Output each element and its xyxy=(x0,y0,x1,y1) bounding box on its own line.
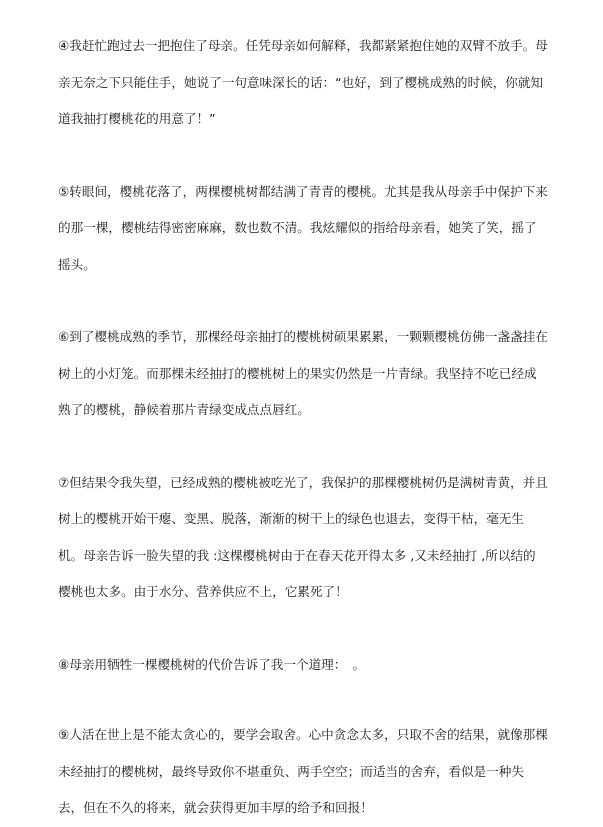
paragraph-6: ⑥到了樱桃成熟的季节，那棵经母亲抽打的樱桃树硕果累累，一颗颗樱桃仿佛一盏盏挂在树上的小灯笼。而那棵未经抽打的樱桃树上的果实仍然是一片青绿。我坚持不吃已经成熟了的樱桃，静候着那片青绿变成点点唇红。 xyxy=(58,329,548,417)
paragraph-8: ⑧母亲用牺牲一棵樱桃树的代价告诉了我一个道理： 。 xyxy=(58,656,366,672)
paragraph-spacer xyxy=(58,138,548,174)
paragraph-spacer xyxy=(58,683,548,717)
paragraph-spacer xyxy=(58,283,548,319)
paragraph-4: ④我赶忙跑过去一把抱住了母亲。任凭母亲如何解释，我都紧紧抱住她的双臂不放手。母亲无奈之下只能住手，她说了一句意味深长的话：“也好，到了樱桃成熟的时候，你就知道我抽打樱桃花的用意了！” xyxy=(58,38,548,126)
paragraph-7: ⑦但结果令我失望，已经成熟的樱桃被吃光了，我保护的那棵樱桃树仍是满树青黄，并且树上的樱桃开始干瘪、变黑、脱落，渐渐的树干上的绿色也退去，变得干枯，毫无生机。母亲告诉一脸失望的我 :这棵樱桃树由于在春天花开得太多 ,又未经抽打 ,所以结的樱桃也太多。由于水分、营养供应不上，它累死了！ xyxy=(58,474,548,599)
paragraph-spacer xyxy=(58,429,548,465)
document-body xyxy=(58,28,548,827)
paragraph-9: ⑨人活在世上是不能太贪心的，要学会取舍。心中贪念太多，只取不舍的结果，就像那棵未经抽打的樱桃树，最终导致你不堪重负、两手空空；而适当的舍弃，看似是一种失去，但在不久的将来，就会获得更加丰厚的给予和回报！ xyxy=(58,727,548,815)
paragraph-5: ⑤转眼间，樱桃花落了，两棵樱桃树都结满了青青的樱桃。尤其是我从母亲手中保护下来的那一棵，樱桃结得密密麻麻，数也数不清。我炫耀似的指给母亲看，她笑了笑，摇了摇头。 xyxy=(58,183,548,272)
paragraph-spacer xyxy=(58,611,548,647)
